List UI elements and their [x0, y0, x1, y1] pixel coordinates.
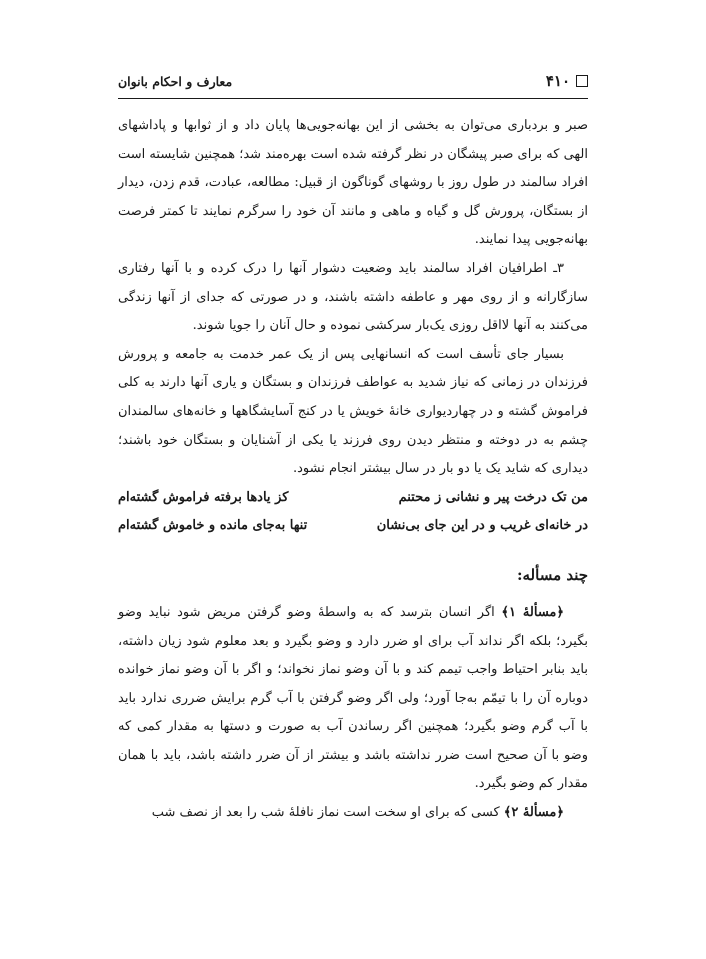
page-number-box — [546, 72, 588, 90]
masale-label: ﴿مسألهٔ ۱﴾ — [501, 604, 564, 620]
poem-hemistich-left: تنها به‌جای مانده و خاموش گشته‌ام — [118, 518, 308, 534]
page-body — [118, 112, 588, 828]
masale-label: ﴿مسألهٔ ۲﴾ — [503, 805, 564, 821]
poem-verse — [118, 484, 588, 513]
square-bullet-icon — [576, 75, 588, 87]
masale-paragraph — [118, 599, 588, 799]
page-number: ۴۱۰ — [545, 72, 570, 90]
masale-paragraph — [118, 799, 588, 828]
paragraph: ۳ـ اطرافیان افراد سالمند باید وضعیت دشوار آنها را درک کرده و با آنها رفتاری سازگارانه و از روی مهر و عاطفه داشته باشند، و در صورتی که جدای از آنها زندگی می‌کنند به آنها لااقل روزی یک‌بار سرکشی نموده و حال آنان را جویا شوند. — [118, 260, 588, 334]
poem-hemistich-left: کز یادها برفته فراموش گشته‌ام — [118, 489, 289, 505]
paragraph: بسیار جای تأسف است که انسانهایی پس از یک عمر خدمت به جامعه و پرورش فرزندان در زمانی که نیاز شدید به عواطف فرزندان و بستگان و یاری آنها دارند به کلی فراموش گشته و در چهاردیواری خانهٔ خویش یا در کنج آسایشگاهها و خانه‌های سالمندان چشم به در دوخته و منتظر دیدن روی فرزند یا یکی از آشنایان و بستگان خود باشند؛ دیداری که شاید یک یا دو بار در سال بیشتر انجام نشود. — [118, 346, 588, 477]
poem-hemistich-right: در خانه‌ای غریب و در این جای بی‌نشان — [376, 518, 588, 534]
book-title: معارف و احکام بانوان — [118, 73, 233, 89]
paragraph: صبر و بردباری می‌توان به بخشی از این بهانه‌جویی‌ها پایان داد و از ثوابها و پاداشهای الهی که برای صبر پیشگان در نظر گرفته شده است بهره‌مند شد؛ همچنین شایسته است افراد سالمند در طول روز با روشهای گوناگون از قبیل: مطالعه، عبادت، قدم زدن، دیدار از بستگان، پرورش گل و گیاه و ماهی و مانند آن خود را سرگرم نمایند تا کمتر فرصت بهانه‌جویی پیدا نمایند. — [118, 118, 589, 248]
poem-verse — [118, 512, 588, 541]
section-title: چند مسأله: — [516, 565, 588, 584]
running-header — [118, 70, 588, 92]
poem-hemistich-right: من تک درخت پیر و نشانی ز محتنم — [398, 489, 588, 505]
header-rule — [118, 98, 588, 99]
masale-text: اگر انسان بترسد که به واسطهٔ وضو گرفتن مریض شود نباید وضو بگیرد؛ بلکه اگر نداند آب برای او ضرر دارد و وضو بگیرد و بعد معلوم شود زیان داشته، باید بنابر احتیاط واجب تیمم کند و با آن وضو نماز نخواند؛ و اگر با آن وضو نماز خوانده دوباره آن را با تیمّم به‌جا آورد؛ ولی اگر وضو گرفتن با آب گرم برایش ضرری ندارد باید با آب گرم وضو بگیرد؛ همچنین اگر رساندن آب به صورت و دستها به مقدار کمی که وضو با آن صحیح است ضرر نداشته باشد و بیشتر از آن ضرر داشته باشد، باید با همان مقدار کم وضو بگیرد. — [118, 604, 588, 792]
masale-text: کسی که برای او سخت است نماز نافلهٔ شب را بعد از نصف شب — [151, 805, 500, 821]
